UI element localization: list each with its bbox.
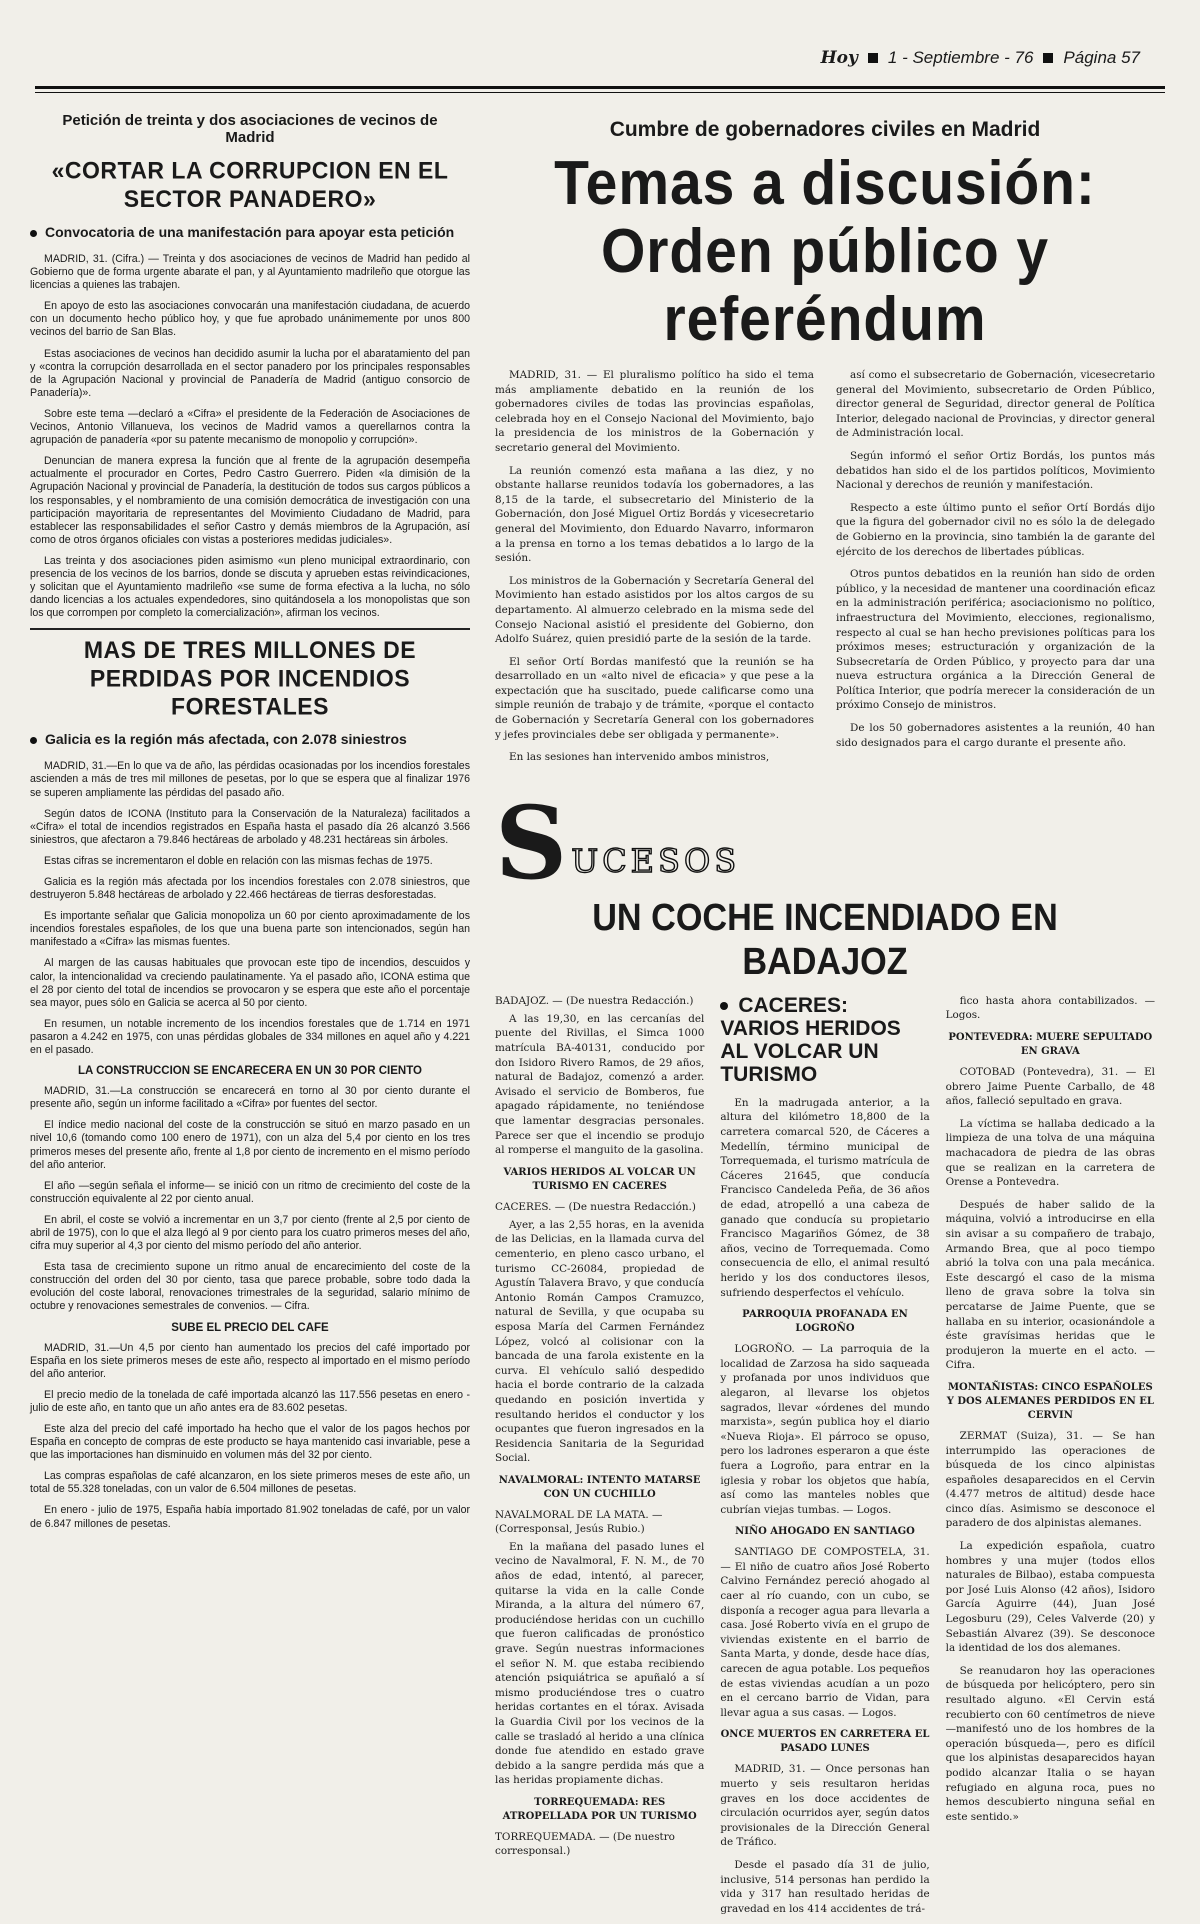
paragraph: En las sesiones han intervenido ambos ministros, xyxy=(509,751,770,764)
square-bullet-icon xyxy=(868,53,878,63)
paragraph: Ayer, a las 2,55 horas, en la avenida de las Delicias, en la llamada curva del cementerio, en pleno casco urbano, el turismo CC-26084, propiedad de Agustín Talavera Bravo, y que conducía Antonio Román Campos Cramuzco, natural de Sevilla, y que ocupaba su esposa María del Carmen Fernández López, volcó al colisionar con la bancada de una farola existente en la curva. El vehículo salió despedido hacia el borde contrario de la calzada quedando en posición invertida y resultando heridos el conductor y los ocupantes que fueron ingresados en la Residencia Sanitaria de la Seguridad Social. xyxy=(495,1218,705,1465)
paragraph: En enero - julio de 1975, España había importado 81.902 toneladas de café, por un valor de 6.847 millones de pesetas. xyxy=(30,1504,470,1530)
byline: BADAJOZ. — (De nuestra Redacción.) xyxy=(495,994,694,1007)
page-header xyxy=(821,48,1140,68)
section-subhead: VARIOS HERIDOS AL VOLCAR UN TURISMO EN CACERES xyxy=(503,1166,696,1192)
paragraph: Galicia es la región más afectada por los incendios forestales con 2.078 siniestros, que destruyeron 5.848 hectáreas de arbolado y 22.466 hectáreas de tierras desforestadas. xyxy=(30,876,470,902)
sucesos-initial: S xyxy=(495,783,568,902)
paragraph: Es importante señalar que Galicia monopoliza un 60 por ciento aproximadamente de los incendios forestales españoles, de los que una buena parte son intencionados, según han manifestado a «Cifra» las mismas fuentes. xyxy=(30,910,470,949)
article-headline: «CORTAR LA CORRUPCION EN EL SECTOR PANADERO» xyxy=(51,156,449,213)
paragraph: Las compras españolas de café alcanzaron, en los siete primeros meses de este año, un total de 55.328 toneladas, con un valor de 6.504 millones de pesetas. xyxy=(30,1470,470,1496)
section-banner-sucesos xyxy=(495,783,1155,902)
paragraph: Estas cifras se incrementaron el doble en relación con las mismas fechas de 1975. xyxy=(44,854,433,867)
paragraph: En abril, el coste se volvió a incrementar en un 3,7 por ciento (frente al 2,5 por ciento de abril de 1975), con lo que el alza llegó al 9 por ciento para los cuatro primeros meses del año, cifra muy superior al 4,3 por ciento del mismo período del año anterior. xyxy=(30,1213,470,1253)
article-bullet xyxy=(30,224,470,241)
header-date: 1 - Septiembre - 76 xyxy=(887,48,1034,67)
article-kicker: Petición de treinta y dos asociaciones de vecinos de Madrid xyxy=(62,112,438,146)
paragraph: En la mañana del pasado lunes el vecino de Navalmoral, F. N. M., de 70 años de edad, intentó, al parecer, quitarse la vida en la calle Conde Miranda, a la altura del número 67, produciéndose heridas con un cuchillo que fueron calificadas de pronóstico grave. Según nuestras informaciones el señor N. M. que estaba recibiendo atención psiquiátrica se apuñaló a sí mismo produciéndose tres o cuatro heridas cortantes en el tórax. Avisada la Guardia Civil por los vecinos de la calle se trasladó al herido a una clínica donde fue atendido en estado grave debido a la sangre perdida más que a las heridas propiamente dichas. xyxy=(495,1540,705,1787)
paragraph: Se reanudaron hoy las operaciones de búsqueda por helicóptero, pero sin resultado alguno. «El Cervin está recubierto con 60 centímetros de nieve —manifestó uno de los hombres de la operación búsqueda—, pero es difícil que los alpinistas desaparecidos hayan podido alcanzar Italia o se hayan refugiado en alguna roca, pues no hemos descubierto ninguna señal en este sentido.» xyxy=(945,1664,1155,1823)
bullet-text: Convocatoria de una manifestación para apoyar esta petición xyxy=(45,224,455,240)
article-body xyxy=(495,368,1155,773)
article-headline: UN COCHE INCENDIADO EN BADAJOZ xyxy=(592,896,1058,983)
paragraph: Denuncian de manera expresa la función que al frente de la agrupación desempeña actualmente el procurador en Cortes, Pedro Castro Guerrero. Piden «la dimisión de la Agrupación Nacional y provincial de Panadería, la destitución de todos sus cargos públicos a los responsables, y el nombramiento de una comisión democrática de investigación con una participación mayoritaria de representantes del Movimiento Ciudadano de Madrid, para establecer las responsabilidades el señor Castro y demás miembros de la Agrupación, así como de otros órganos oficiales con vistas a posteriores medidas judiciales». xyxy=(30,455,470,546)
paragraph: El señor Ortí Bordas manifestó que la reunión se ha desarrollado en un «alto nivel de eficacia» y que pese a la expectación que ha suscitado, puede calificarse como una simple reunión de trabajo y de trámite, «porque el contacto de Gobernación y Secretaría General con los gobernadores y jefes provinciales debe ser obligada y permanente». xyxy=(495,655,814,741)
section-subhead: NAVALMORAL: INTENTO MATARSE CON UN CUCHILLO xyxy=(498,1474,701,1500)
paragraph: Este alza del precio del café importado ha hecho que el valor de los pagos hechos por España en concepto de compras de este producto se haya mantenido casi invariable, pese a que las importaciones han disminuido en volumen más del 32 por ciento. xyxy=(30,1423,470,1462)
section-subhead: LA CONSTRUCCION SE ENCARECERA EN UN 30 POR CIENTO xyxy=(78,1065,422,1078)
paragraph: Según datos de ICONA (Instituto para la Conservación de la Naturaleza) facilitados a «Cifra» el total de incendios registrados en España hasta el pasado día 26 alcanzó 3.566 siniestros, que afectaron a 79.846 hectáreas de arbolado y 48.231 hectáreas sin árboles. xyxy=(30,807,470,846)
paragraph: Después de haber salido de la máquina, volvió a introducirse en ella sin avisar a su compañero de trabajo, Armando Brea, que al poco tiempo abrió la tolva con una pala mecánica. Este descargó el caso de la misma lleno de grava sobre la tolva sin percatarse de Jaime Puente, que se hallaba en su interior, ocasionándole a éste gravísimas heridas que le produjeron la muerte en el acto. — Cifra. xyxy=(945,1198,1155,1372)
newspaper-logo: Hoy xyxy=(820,48,858,68)
bullet-dot-icon xyxy=(30,737,37,744)
paragraph: LOGROÑO. — La parroquia de la localidad de Zarzosa ha sido saqueada y profanada por unos individuos que alegaron, al llevarse los objetos sagrados, llevar «órdenes del mundo marxista», según publica hoy el diario «Nueva Rioja». El párroco se opuso, pero los ladrones esperaron a que éste fuera a Logroño, para entrar en la iglesia y robar los objetos que había, así como las manteles nobles que cubrían viejas tumbas. — Logos. xyxy=(720,1343,930,1516)
paragraph: Otros puntos debatidos en la reunión han sido de orden público, y la necesidad de mantener una coordinación eficaz en la administración periférica; asociacionismo no político, infraestructura del Movimiento, elecciones, regionalismo, respecto al cual se han hecho previsiones políticas para los próximos meses; estructuración y organización de la Subsecretaría de Orden Público, y proyecto para dar una nueva estructura orgánica a la Dirección General de Política Interior, que podría merecer la consideración de un próximo Consejo de ministros. xyxy=(836,568,1155,712)
section-subhead: PARROQUIA PROFANADA EN LOGROÑO xyxy=(742,1309,908,1335)
paragraph: Estas asociaciones de vecinos han decidido asumir la lucha por el abaratamiento del pan y «contra la corrupción desarrollada en el sector panadero por los principales responsables de la Agrupación Nacional y provincial de Panadería de Madrid (antiguo consorcio de Panadería)». xyxy=(30,347,470,399)
article-headline xyxy=(720,994,929,1086)
paragraph: SANTIAGO DE COMPOSTELA, 31. — El niño de cuatro años José Roberto Calvino Fernández pereció ahogado al caer al río cuando, con un cubo, se disponía a recoger agua para llevarla a casa. José Roberto vivía en el grupo de viviendas existente en el barrio de Santa Marta, y donde, desde hace días, carecen de agua potable. Los pequeños de estas viviendas acudían a un pozo en el cercano barrio de Vidan, para llevar agua a sus casas. — Logos. xyxy=(720,1546,930,1719)
sucesos-body xyxy=(495,994,1155,1924)
paragraph: Las treinta y dos asociaciones piden asimismo «un pleno municipal extraordinario, con presencia de los vecinos de los barrios, donde se discuta y aprueben estas reivindicaciones, y solicitan que el Ayuntamiento madrileño «se sume de forma efectiva a la lucha, no sólo dando licencias a los actuales expendedores, sino quitándosela a los monopolistas que son los que corrompen por completo la comercialización», afirman los vecinos. xyxy=(30,554,470,620)
text-column xyxy=(720,994,929,1924)
headline-text: CACERES: VARIOS HERIDOS AL VOLCAR UN TURISMO xyxy=(720,993,901,1086)
paragraph: El índice medio nacional del coste de la construcción se situó en marzo pasado en un nivel 10,6 (tomando como 100 enero de 1971), con un alza del 5,4 por ciento en los tres primeros meses del presente año, frente al 1,8 por ciento de incremento en el mismo período del año anterior. xyxy=(30,1119,470,1171)
section-subhead: PONTEVEDRA: MUERE SEPULTADO EN GRAVA xyxy=(948,1032,1153,1058)
article-headline: Temas a discusión: Orden público y referéndum xyxy=(554,149,1096,354)
header-page-number: Página 57 xyxy=(1063,48,1140,67)
paragraph: Desde el pasado día 31 de julio, inclusive, 514 personas han perdido la vida y 317 han resultado heridas de gravedad en los 414 accidentes de trá- xyxy=(720,1858,930,1915)
paragraph: Según informó el señor Ortiz Bordás, los puntos más debatidos han sido el de los partidos políticos, Movimiento Nacional y derechos de reunión y manifestación. xyxy=(836,449,1155,492)
section-subhead: SUBE EL PRECIO DEL CAFE xyxy=(171,1321,329,1334)
text-column xyxy=(495,994,704,1924)
bullet-text: Galicia es la región más afectada, con 2.078 siniestros xyxy=(45,731,407,748)
paragraph: Esta tasa de crecimiento supone un ritmo anual de encarecimiento del coste de la construcción del orden del 30 por ciento, tasa que parece probable, sobre todo dada la evolución del coste laboral, renovaciones trimestrales de la seguridad, salario mínimo de octubre y renovaciones semestrales de convenios. — Cifra. xyxy=(30,1261,470,1313)
bullet-dot-icon xyxy=(30,230,37,237)
section-subhead: ONCE MUERTOS EN CARRETERA EL PASADO LUNES xyxy=(720,1729,930,1755)
right-column xyxy=(495,112,1155,1924)
section-subhead: MONTAÑISTAS: CINCO ESPAÑOLES Y DOS ALEMANES PERDIDOS EN EL CERVIN xyxy=(946,1381,1154,1421)
paragraph: En resumen, un notable incremento de los incendios forestales que de 1.714 en 1971 pasaron a 4.242 en 1975, con unas pérdidas globales de 334 millones en aquel año y 4.221 en el pasado. xyxy=(30,1017,470,1057)
paragraph: De los 50 gobernadores asistentes a la reunión, 40 han sido designados para el cargo durante el presente año. xyxy=(836,722,1155,749)
article-bullet xyxy=(30,731,470,748)
paragraph: Al margen de las causas habituales que provocan este tipo de incendios, descuidos y calor, la intencionalidad va creciendo paulatinamente. Ya el pasado año, ICONA estima que el 28 por ciento del total de incendios se provocaron y se espera que este año el porcentaje sea mayor, pues sólo en Galicia se acerca al 50 por ciento. xyxy=(30,957,470,1009)
section-subhead: TORREQUEMADA: RES ATROPELLADA POR UN TURISMO xyxy=(502,1796,697,1822)
paragraph: Respecto a este último punto el señor Ortí Bordás dijo que la figura del gobernador civil no es sólo la de delegado de Gobierno en la provincia, sino también la de garante del ejército de los derechos de libertades públicas. xyxy=(836,501,1155,558)
paragraph: MADRID, 31. (Cifra.) — Treinta y dos asociaciones de vecinos de Madrid han pedido al Gobierno que de forma urgente abarate el pan, y al Ayuntamiento madrileño que otorgue las licencias a quienes las trabajen. xyxy=(30,253,470,292)
text-column xyxy=(495,368,814,773)
paragraph: MADRID, 31. — Once personas han muerto y seis resultaron heridas graves en los doce accidentes de circulación ocurridos ayer, según datos provisionales de la Dirección General de Tráfico. xyxy=(720,1763,930,1849)
paragraph: El precio medio de la tonelada de café importada alcanzó las 117.556 pesetas en enero - julio de este año, en tanto que un año antes era de 83.602 pesetas. xyxy=(30,1388,470,1414)
byline: TORREQUEMADA. — (De nuestro corresponsal.) xyxy=(495,1830,675,1857)
section-subhead: NIÑO AHOGADO EN SANTIAGO xyxy=(735,1526,915,1538)
paragraph: COTOBAD (Pontevedra), 31. — El obrero Jaime Puente Carballo, de 48 años, falleció sepultado en grava. xyxy=(945,1066,1155,1108)
paragraph: MADRID, 31.—Un 4,5 por ciento han aumentado los precios del café importado por España en los siete primeros meses de este año, respecto al importado en el mismo período del año anterior. xyxy=(30,1341,470,1380)
paragraph: fico hasta ahora contabilizados. — Logos. xyxy=(945,994,1155,1022)
byline: CACERES. — (De nuestra Redacción.) xyxy=(495,1200,696,1213)
paragraph: La reunión comenzó esta mañana a las diez, y no obstante hallarse reunidos todavía los gobernadores, a las 8,15 de la tarde, el subsecretario del Ministerio de la Gobernación, don José Miguel Ortiz Bordás y vicesecretario general del Movimiento, don Eduardo Navarro, informaron a la prensa en torno a los temas debatidos a lo largo de la sesión. xyxy=(495,464,814,565)
paragraph: así como el subsecretario de Gobernación, vicesecretario general del Movimiento, subsecretario de Orden Público, director general de Seguridad, director general de Política Interior, delegado nacional de Provincias, y director general de Administración local. xyxy=(836,369,1155,440)
paragraph: El año —según señala el informe— se inició con un ritmo de crecimiento del coste de la construcción equivalente al 22 por ciento anual. xyxy=(30,1179,470,1205)
paragraph: La víctima se hallaba dedicado a la limpieza de una tolva de una máquina machacadora de piedra de las obras que se realizan en la carretera de Orense a Pontevedra. xyxy=(945,1117,1155,1189)
divider xyxy=(30,628,470,630)
byline: NAVALMORAL DE LA MATA. — (Corresponsal, Jesús Rubio.) xyxy=(495,1508,663,1535)
text-column xyxy=(946,994,1155,1924)
text-column xyxy=(836,368,1155,773)
paragraph: MADRID, 31.—La construcción se encarecerá en torno al 30 por ciento durante el presente año, según un informe facilitado a «Cifra» por fuentes del sector. xyxy=(30,1085,470,1111)
paragraph: A las 19,30, en las cercanías del puente del Rivillas, el Simca 1000 matrícula BA-40131, conducido por don Isidoro Rivero Ramos, de 29 años, natural de Badajoz, comenzó a arder. Avisado el servicio de Bomberos, fue apagado rápidamente, no teniéndose que lamentar desgracias personales. Parece ser que el incendio se produjo al romperse el manguito de la gasolina. xyxy=(495,1012,705,1157)
paragraph: ZERMAT (Suiza), 31. — Se han interrumpido las operaciones de búsqueda de los cinco alpinistas españoles desaparecidos en el Cervin (4.477 metros de altitud) desde hace cinco días. Asimismo se desconoce el paradero de dos alpinistas alemanes. xyxy=(945,1429,1155,1530)
paragraph: MADRID, 31. — El pluralismo político ha sido el tema más ampliamente debatido en la reunión de los gobernadores civiles de todas las provincias españolas, celebrada hoy en el Consejo Nacional del Movimiento, bajo la presidencia de los ministros de la Gobernación y secretario general del Movimiento. xyxy=(495,369,814,454)
top-rule xyxy=(35,86,1165,89)
paragraph: En apoyo de esto las asociaciones convocarán una manifestación ciudadana, de acuerdo con un documento hecho público hoy, y que fue aprobado unánimemente por unos 800 vecinos del barrio de San Blas. xyxy=(30,300,470,339)
paragraph: Sobre este tema —declaró a «Cifra» el presidente de la Federación de Asociaciones de Vecinos, Antonio Villanueva, los vecinos de Madrid vamos a querellarnos contra la agrupación de panadería «por su patente mecanismo de monopolio y corrupción». xyxy=(30,407,470,447)
left-column xyxy=(30,112,470,1539)
article-kicker: Cumbre de gobernadores civiles en Madrid xyxy=(609,118,1041,141)
square-bullet-icon xyxy=(1043,53,1053,63)
paragraph: La expedición española, cuatro hombres y una mujer (todos ellos naturales de Bilbao), estaba compuesta por José Luis Alonso (42 años), Isidoro García Aguirre (44), Juan José Legosburu (29), Celes Valverde (20) y Sebastián Alvarez (39). Se desconoce la identidad de los dos alemanes. xyxy=(945,1540,1155,1655)
top-rule-thin xyxy=(35,92,1165,93)
bullet-dot-icon xyxy=(720,1002,728,1010)
article-headline: MAS DE TRES MILLONES DE PERDIDAS POR INCENDIOS FORESTALES xyxy=(83,636,417,721)
sucesos-word: UCESOS xyxy=(571,841,741,880)
paragraph: MADRID, 31.—En lo que va de año, las pérdidas ocasionadas por los incendios forestales ascienden a más de tres mil millones de pesetas, por lo que se espera que al finalizar 1976 se superen ampliamente las pérdidas del pasado año. xyxy=(30,760,470,799)
paragraph: En la madrugada anterior, a la altura del kilómetro 18,800 de la carretera comarcal 520, de Cáceres a Medellín, término municipal de Torrequemada, el turismo matrícula de Cáceres 21645, que conducía Francisco Candeleda Peña, de 36 años de edad, atropelló a una cabeza de ganado que conducía su propietario Francisco Magariños Gómez, de 38 años, vecino de Torrequemada. Como consecuencia de ello, el animal resultó herido y los dos conductores ilesos, sufriendo desperfectos el vehículo. xyxy=(720,1096,930,1299)
paragraph: Los ministros de la Gobernación y Secretaría General del Movimiento han estado asistidos por los altos cargos de su departamento. Al almuerzo celebrado en la misma sede del Consejo Nacional asistió el presidente del Gobierno, don Adolfo Suárez, quien presidió parte de la sesión de la tarde. xyxy=(495,574,814,646)
